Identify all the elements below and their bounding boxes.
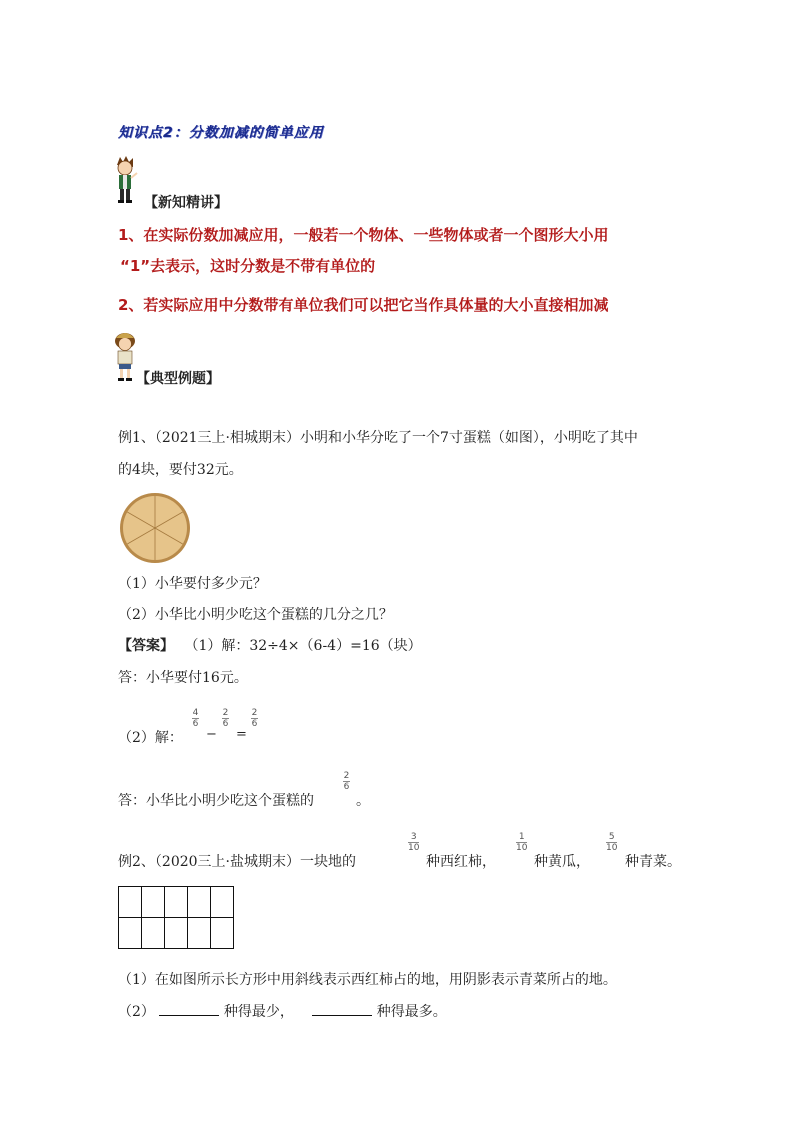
grid-row (119, 887, 234, 918)
blank-least[interactable] (159, 1015, 219, 1016)
typical-examples-heading: 【典型例题】 (136, 371, 220, 387)
answer-1-text: 答：小华要付16元。 (118, 670, 248, 686)
example-2-question-2: （2） 种得最少， 种得最多。 (118, 1004, 447, 1020)
grid-cell (119, 918, 142, 949)
fraction-1-10: 1 10 (516, 832, 528, 853)
example-2-part-4: 种青菜。 (625, 854, 681, 870)
grid-cell (142, 918, 165, 949)
fraction-2-6-a: 2 6 (222, 708, 229, 729)
grid-cell (165, 887, 188, 918)
minus-sign: − (206, 727, 217, 742)
example-1-question-1: （1）小华要付多少元？ (118, 576, 267, 592)
fraction-3-10: 3 10 (408, 832, 420, 853)
answer-line-1: （1）解：32÷4×（6-4）=16（块） (184, 638, 422, 654)
answer-label: 【答案】 (118, 638, 174, 654)
blank-most[interactable] (312, 1015, 372, 1016)
cartoon-girl-icon (112, 330, 138, 382)
grid-row (119, 918, 234, 949)
example-2-part-1: 例2、（2020三上·盐城期末）一块地的 (118, 854, 356, 870)
fraction-5-10: 5 10 (606, 832, 618, 853)
grid-cell (142, 887, 165, 918)
example-1-line-2: 的4块，要付32元。 (118, 462, 243, 478)
grid-cell (188, 887, 211, 918)
knowledge-point-1-line-2: “1”去表示，这时分数是不带有单位的 (120, 257, 376, 275)
example-1-line-1: 例1、（2021三上·相城期末）小明和小华分吃了一个7寸蛋糕（如图），小明吃了其中 (118, 430, 638, 446)
grid-cell (165, 918, 188, 949)
fraction-2-6-answer: 2 6 (343, 771, 350, 792)
grid-cell (211, 887, 234, 918)
grid-cell (188, 918, 211, 949)
rectangle-grid (118, 886, 234, 949)
answer-2-text: 答：小华比小明少吃这个蛋糕的 (118, 793, 314, 809)
fraction-4-6: 4 6 (192, 708, 199, 729)
grid-cell (119, 887, 142, 918)
cartoon-boy-icon (112, 155, 138, 205)
knowledge-point-1-line-1: 1、在实际份数加减应用，一般若一个物体、一些物体或者一个图形大小用 (118, 226, 609, 244)
solution-2-label: （2）解： (118, 730, 183, 746)
grid-cell (211, 918, 234, 949)
example-2-part-2: 种西红柿， (426, 854, 496, 870)
section-title: 知识点2：分数加减的简单应用 (118, 125, 324, 141)
fraction-2-6-b: 2 6 (251, 708, 258, 729)
example-2-part-3: 种黄瓜， (534, 854, 590, 870)
example-2-question-1: （1）在如图所示长方形中用斜线表示西红柿占的地，用阴影表示青菜所占的地。 (118, 972, 617, 988)
example-1-question-2: （2）小华比小明少吃这个蛋糕的几分之几？ (118, 607, 393, 623)
knowledge-point-2: 2、若实际应用中分数带有单位我们可以把它当作具体量的大小直接相加减 (118, 296, 609, 314)
equals-sign: = (236, 727, 247, 742)
answer-2-period: 。 (356, 793, 370, 809)
cake-image (118, 491, 192, 565)
new-knowledge-heading: 【新知精讲】 (144, 195, 228, 211)
